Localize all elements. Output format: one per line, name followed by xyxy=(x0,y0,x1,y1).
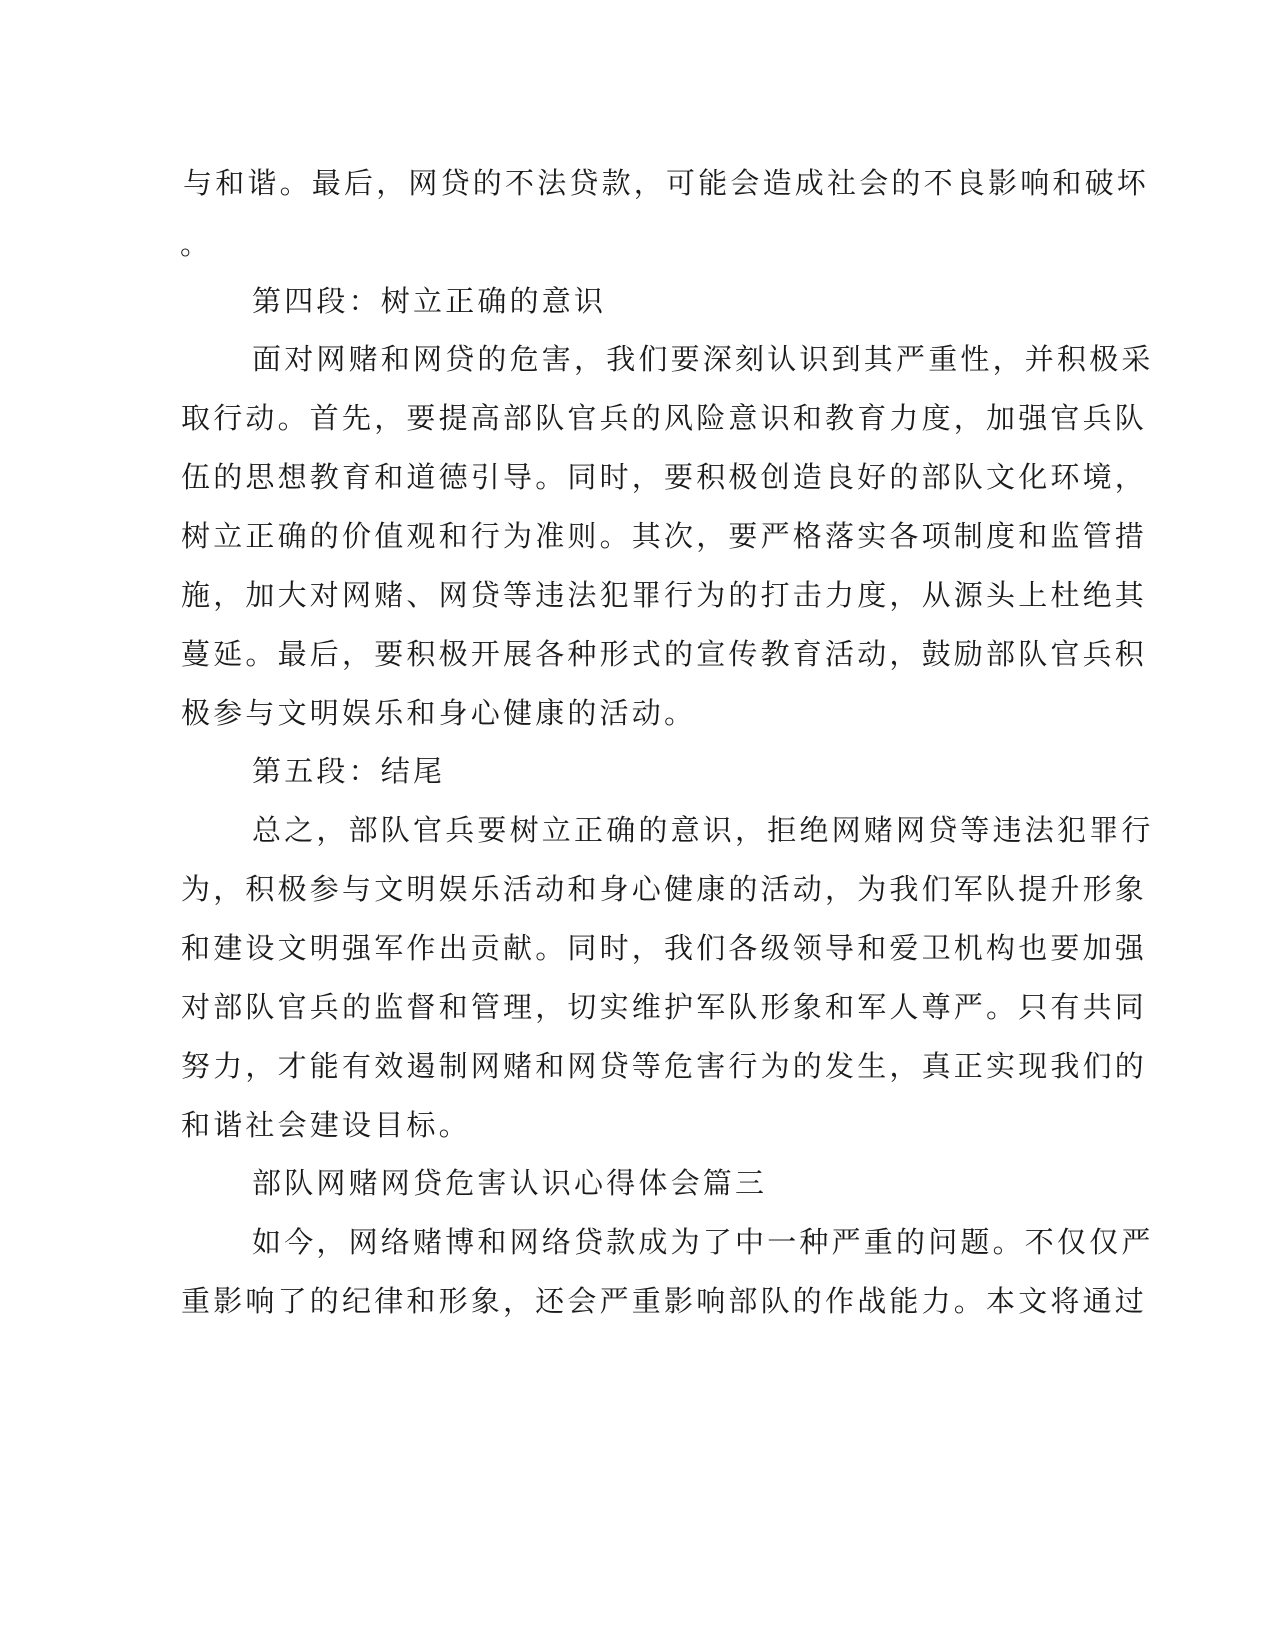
text-line-16: 努力，才能有效遏制网赌和网贷等危害行为的发生，真正实现我们的 xyxy=(181,1049,1148,1083)
text-line-7: 树立正确的价值观和行为准则。其次，要严格落实各项制度和监管措 xyxy=(181,519,1148,553)
text-line-17: 和谐社会建设目标。 xyxy=(181,1108,471,1142)
text-line-10: 极参与文明娱乐和身心健康的活动。 xyxy=(181,696,697,730)
section-heading-four: 第四段：树立正确的意识 xyxy=(252,284,607,318)
text-line-20: 重影响了的纪律和形象，还会严重影响部队的作战能力。本文将通过 xyxy=(181,1284,1148,1318)
text-line-1: 与和谐。最后，网贷的不法贷款，可能会造成社会的不良影响和破坏 xyxy=(183,166,1150,200)
text-line-6: 伍的思想教育和道德引导。同时，要积极创造良好的部队文化环境， xyxy=(181,460,1148,494)
text-line-8: 施，加大对网赌、网贷等违法犯罪行为的打击力度，从源头上杜绝其 xyxy=(181,578,1148,612)
text-line-9: 蔓延。最后，要积极开展各种形式的宣传教育活动，鼓励部队官兵积 xyxy=(181,637,1148,671)
text-line-15: 对部队官兵的监督和管理，切实维护军队形象和军人尊严。只有共同 xyxy=(181,990,1148,1024)
text-line-4: 面对网赌和网贷的危害，我们要深刻认识到其严重性，并积极采 xyxy=(252,342,1154,376)
section-heading-five: 第五段：结尾 xyxy=(252,754,446,788)
article-title-part-three: 部队网赌网贷危害认识心得体会篇三 xyxy=(252,1166,768,1200)
text-line-5: 取行动。首先，要提高部队官兵的风险意识和教育力度，加强官兵队 xyxy=(181,401,1148,435)
text-line-14: 和建设文明强军作出贡献。同时，我们各级领导和爱卫机构也要加强 xyxy=(181,931,1148,965)
text-line-2: 。 xyxy=(180,227,213,261)
text-line-12: 总之，部队官兵要树立正确的意识，拒绝网赌网贷等违法犯罪行 xyxy=(252,813,1154,847)
text-line-13: 为，积极参与文明娱乐活动和身心健康的活动，为我们军队提升形象 xyxy=(181,872,1148,906)
text-line-19: 如今，网络赌博和网络贷款成为了中一种严重的问题。不仅仅严 xyxy=(252,1225,1154,1259)
